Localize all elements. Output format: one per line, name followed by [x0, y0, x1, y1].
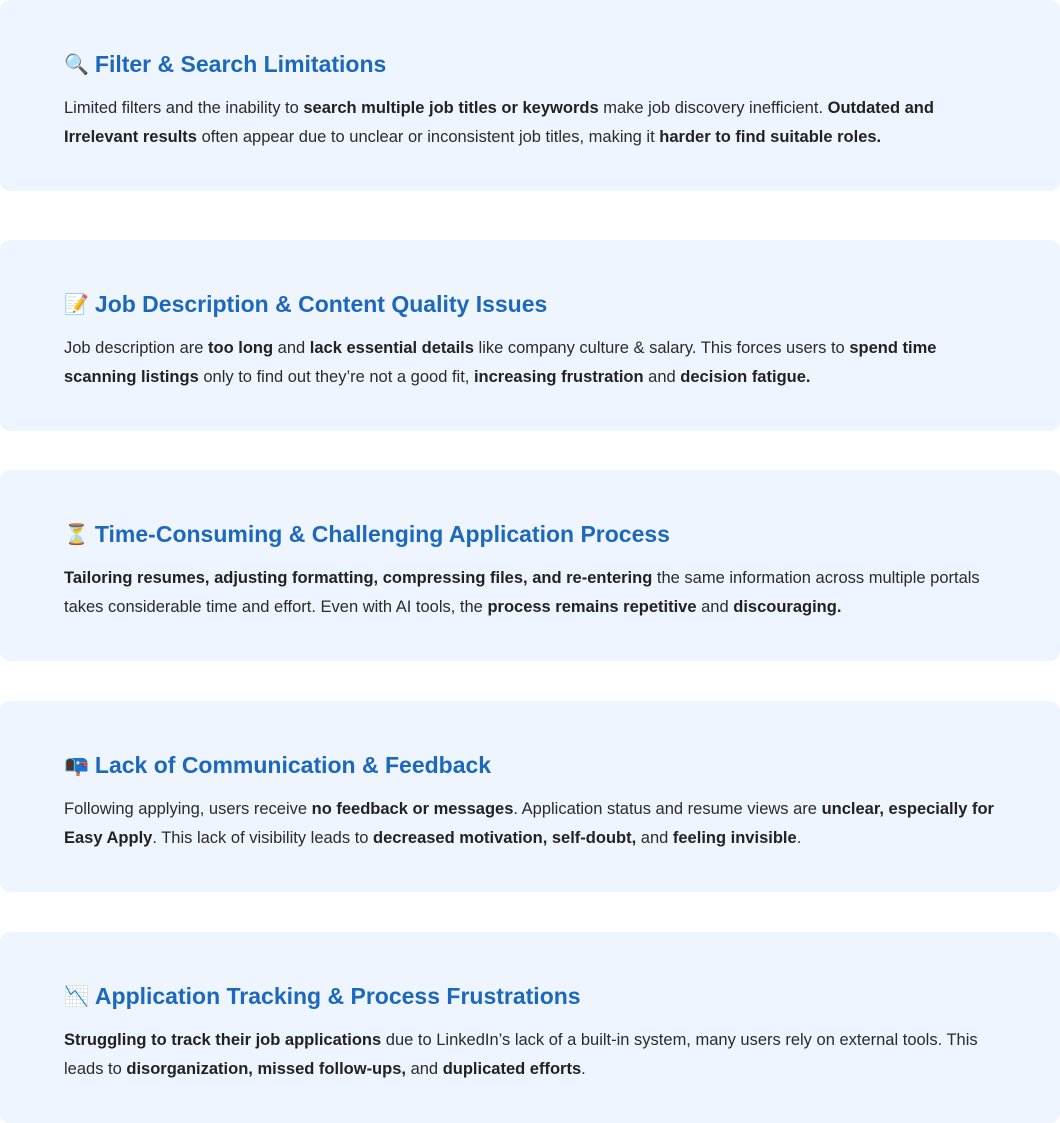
card-title-text: Time-Consuming & Challenging Application Process [94, 521, 670, 547]
card-title-text: Application Tracking & Process Frustrations [94, 983, 581, 1009]
emphasis-text: unclear, especially for Easy Apply [64, 800, 994, 847]
issue-card-job-description [0, 240, 1060, 431]
emphasis-text: spend time scanning listings [64, 339, 937, 386]
body-text: only to find out they’re not a good fit, [198, 368, 474, 386]
magnifier-icon: 🔍 [64, 52, 89, 76]
emphasis-text: process remains repetitive [487, 598, 697, 616]
body-text: and [636, 829, 673, 847]
emphasis-text: lack essential details [309, 339, 474, 357]
memo-icon: 📝 [64, 292, 89, 316]
card-title-text: Job Description & Content Quality Issues [94, 291, 548, 317]
emphasis-text: discouraging. [733, 598, 842, 616]
issue-card-filter-search [0, 0, 1060, 191]
emphasis-text: decreased motivation, self-doubt, [373, 829, 637, 847]
card-title-text: Lack of Communication & Feedback [94, 752, 492, 778]
card-title-text: Filter & Search Limitations [94, 51, 387, 77]
body-text: often appear due to unclear or inconsistent job titles, making it [196, 128, 660, 146]
card-body [64, 795, 996, 853]
body-text: . Application status and resume views are [513, 800, 822, 818]
emphasis-text: Tailoring resumes, adjusting formatting, compressing files, and re-entering [64, 569, 653, 587]
emphasis-text: no feedback or messages [311, 800, 514, 818]
emphasis-text: too long [208, 339, 274, 357]
emphasis-text: Struggling to track their job applications [64, 1031, 382, 1049]
body-text: . This lack of visibility leads to [152, 829, 374, 847]
body-text: the same information across multiple portals takes considerable time and effort. Even with AI tools, the [64, 569, 980, 616]
issue-card-communication [0, 701, 1060, 892]
card-title [64, 517, 996, 551]
body-text: . [581, 1060, 586, 1078]
hourglass-icon: ⏳ [64, 522, 89, 546]
body-text: Following applying, users receive [64, 800, 312, 818]
body-text: and [643, 368, 681, 386]
body-text: like company culture & salary. This forces users to [473, 339, 850, 357]
body-text: Job description are [64, 339, 208, 357]
body-text: and [273, 339, 310, 357]
emphasis-text: disorganization, missed follow-ups, [126, 1060, 406, 1078]
body-text: and [696, 598, 734, 616]
emphasis-text: increasing frustration [473, 368, 644, 386]
body-text: make job discovery inefficient. [598, 99, 828, 117]
body-text: Limited filters and the inability to [64, 99, 304, 117]
card-body [64, 564, 996, 622]
card-body [64, 94, 996, 152]
emphasis-text: feeling invisible [672, 829, 797, 847]
mailbox-icon: 📭 [64, 753, 89, 777]
card-title [64, 979, 996, 1013]
card-body [64, 334, 996, 392]
chart-decreasing-icon: 📉 [64, 984, 89, 1008]
body-text: . [796, 829, 802, 847]
card-title [64, 748, 996, 782]
emphasis-text: harder to find suitable roles. [659, 128, 882, 146]
emphasis-text: Outdated and Irrelevant results [64, 99, 934, 146]
card-body [64, 1026, 996, 1084]
emphasis-text: search multiple job titles or keywords [303, 99, 599, 117]
emphasis-text: duplicated efforts [442, 1060, 582, 1078]
emphasis-text: decision fatigue. [680, 368, 811, 386]
issue-card-application-process [0, 470, 1060, 661]
body-text: due to LinkedIn’s lack of a built-in system, many users rely on external tools. This leads to [64, 1031, 978, 1078]
card-title [64, 47, 996, 81]
issue-card-tracking [0, 932, 1060, 1123]
body-text: and [405, 1060, 443, 1078]
card-title [64, 287, 996, 321]
